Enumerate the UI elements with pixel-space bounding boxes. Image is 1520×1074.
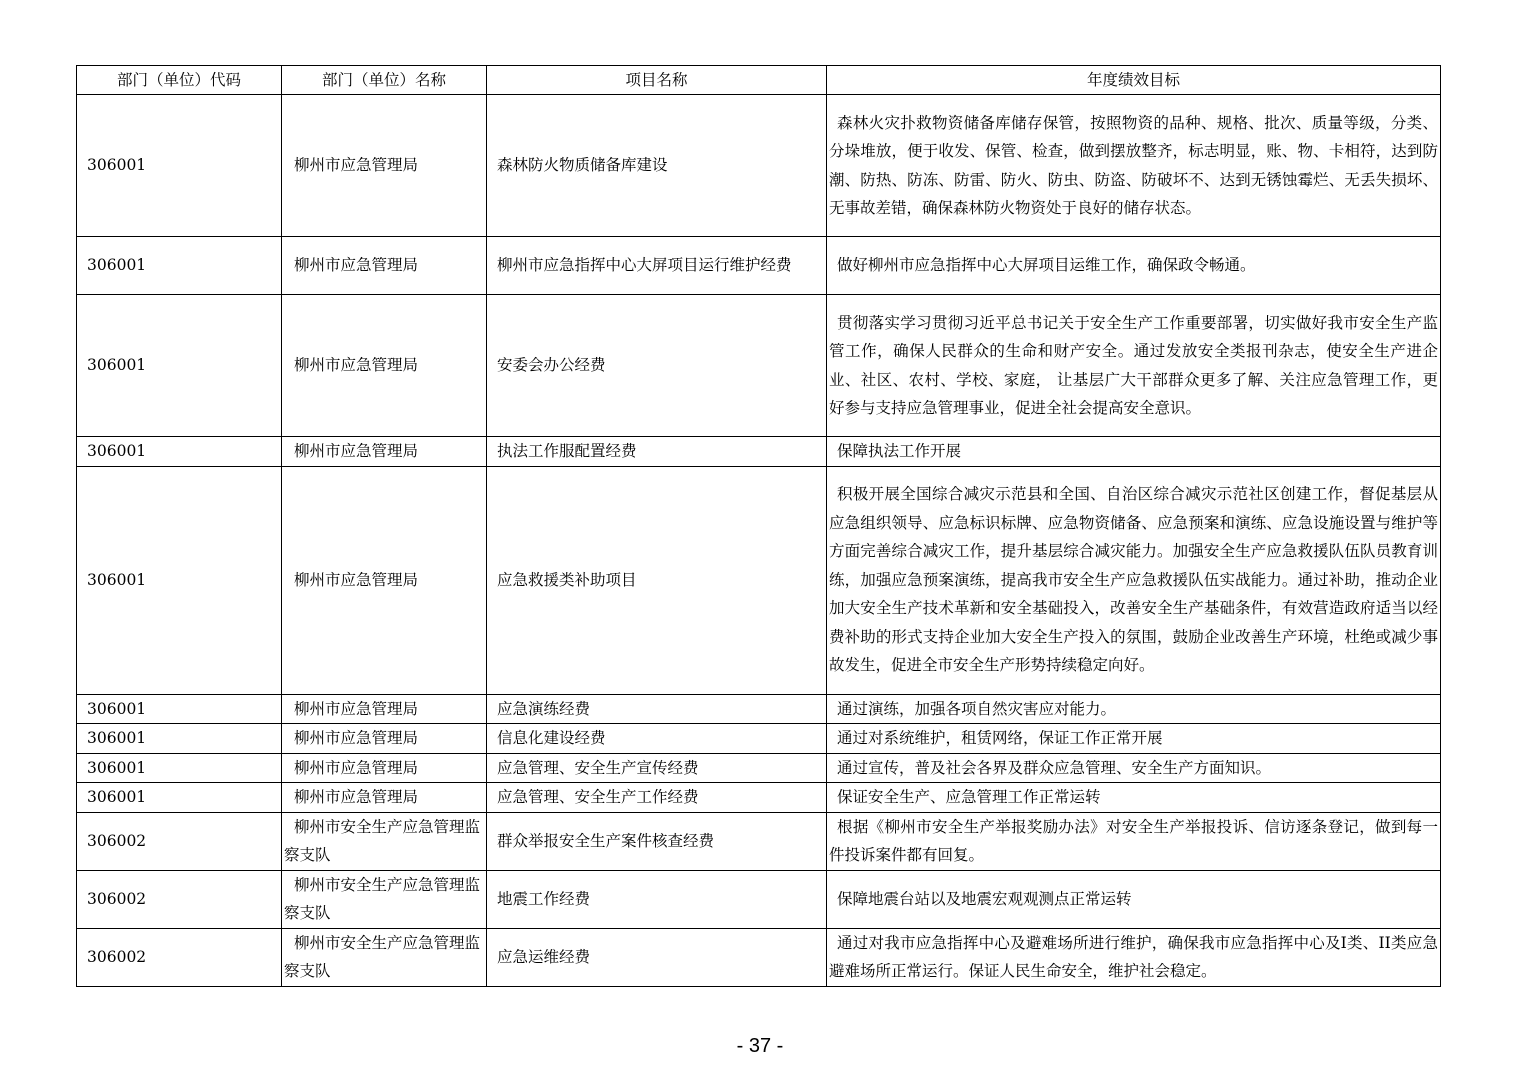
cell-dept-code: 306002 (77, 812, 282, 870)
cell-dept-code: 306001 (77, 95, 282, 237)
cell-dept-name: 柳州市安全生产应急管理监察支队 (282, 870, 487, 928)
cell-project-name: 地震工作经费 (487, 870, 827, 928)
cell-annual-goal: 通过对系统维护，租赁网络，保证工作正常开展 (827, 724, 1441, 754)
table-row (77, 295, 1441, 437)
table-row (77, 870, 1441, 928)
cell-annual-goal: 做好柳州市应急指挥中心大屏项目运维工作，确保政令畅通。 (827, 237, 1441, 295)
cell-annual-goal: 贯彻落实学习贯彻习近平总书记关于安全生产工作重要部署，切实做好我市安全生产监管工作，确保人民群众的生命和财产安全。通过发放安全类报刊杂志，使安全生产进企业、社区、农村、学校、家庭， 让基层广大干部群众更多了解、关注应急管理工作，更好参与支持应急管理事业，促进全社会提高安全意识。 (827, 295, 1441, 437)
cell-annual-goal: 保障执法工作开展 (827, 437, 1441, 467)
cell-dept-code: 306001 (77, 295, 282, 437)
cell-dept-name: 柳州市应急管理局 (282, 295, 487, 437)
header-project-name: 项目名称 (487, 66, 827, 95)
table-row (77, 783, 1441, 813)
performance-goal-table (76, 65, 1441, 987)
cell-annual-goal: 森林火灾扑救物资储备库储存保管，按照物资的品种、规格、批次、质量等级，分类、分垛堆放，便于收发、保管、检查，做到摆放整齐，标志明显，账、物、卡相符，达到防潮、防热、防冻、防雷、防火、防虫、防盗、防破坏不、达到无锈蚀霉烂、无丢失损坏、无事故差错，确保森林防火物资处于良好的储存状态。 (827, 95, 1441, 237)
cell-annual-goal: 保证安全生产、应急管理工作正常运转 (827, 783, 1441, 813)
cell-dept-code: 306001 (77, 753, 282, 783)
cell-annual-goal: 通过演练，加强各项自然灾害应对能力。 (827, 694, 1441, 724)
table-row (77, 928, 1441, 986)
cell-dept-name: 柳州市安全生产应急管理监察支队 (282, 812, 487, 870)
cell-project-name: 执法工作服配置经费 (487, 437, 827, 467)
header-dept-name: 部门（单位）名称 (282, 66, 487, 95)
cell-annual-goal: 积极开展全国综合减灾示范县和全国、自治区综合减灾示范社区创建工作，督促基层从应急组织领导、应急标识标牌、应急物资储备、应急预案和演练、应急设施设置与维护等方面完善综合减灾工作，提升基层综合减灾能力。加强安全生产应急救援队伍队员教育训练，加强应急预案演练，提高我市安全生产应急救援队伍实战能力。通过补助，推动企业加大安全生产技术革新和安全基础投入，改善安全生产基础条件，有效营造政府适当以经费补助的形式支持企业加大安全生产投入的氛围，鼓励企业改善生产环境，杜绝或减少事故发生，促进全市安全生产形势持续稳定向好。 (827, 466, 1441, 694)
cell-dept-code: 306001 (77, 466, 282, 694)
cell-dept-name: 柳州市应急管理局 (282, 237, 487, 295)
cell-dept-code: 306001 (77, 237, 282, 295)
cell-dept-name: 柳州市应急管理局 (282, 466, 487, 694)
cell-dept-code: 306001 (77, 694, 282, 724)
cell-dept-name: 柳州市应急管理局 (282, 783, 487, 813)
cell-project-name: 应急演练经费 (487, 694, 827, 724)
cell-project-name: 柳州市应急指挥中心大屏项目运行维护经费 (487, 237, 827, 295)
cell-dept-code: 306002 (77, 870, 282, 928)
table-row (77, 95, 1441, 237)
table-row (77, 694, 1441, 724)
cell-project-name: 应急救援类补助项目 (487, 466, 827, 694)
cell-project-name: 应急管理、安全生产工作经费 (487, 783, 827, 813)
page-number: - 37 - (736, 1035, 784, 1057)
table-header-row (77, 66, 1441, 95)
cell-dept-code: 306001 (77, 783, 282, 813)
cell-annual-goal: 保障地震台站以及地震宏观观测点正常运转 (827, 870, 1441, 928)
cell-dept-name: 柳州市应急管理局 (282, 95, 487, 237)
table-row (77, 437, 1441, 467)
cell-project-name: 森林防火物质储备库建设 (487, 95, 827, 237)
cell-project-name: 应急运维经费 (487, 928, 827, 986)
cell-project-name: 信息化建设经费 (487, 724, 827, 754)
table-row (77, 812, 1441, 870)
header-dept-code: 部门（单位）代码 (77, 66, 282, 95)
cell-annual-goal: 根据《柳州市安全生产举报奖励办法》对安全生产举报投诉、信访逐条登记，做到每一件投诉案件都有回复。 (827, 812, 1441, 870)
cell-project-name: 安委会办公经费 (487, 295, 827, 437)
cell-dept-code: 306001 (77, 724, 282, 754)
cell-annual-goal: 通过宣传，普及社会各界及群众应急管理、安全生产方面知识。 (827, 753, 1441, 783)
table-row (77, 466, 1441, 694)
performance-goal-table-container (76, 65, 1440, 987)
table-row (77, 724, 1441, 754)
cell-dept-name: 柳州市应急管理局 (282, 694, 487, 724)
cell-dept-name: 柳州市安全生产应急管理监察支队 (282, 928, 487, 986)
cell-dept-code: 306001 (77, 437, 282, 467)
header-annual-goal: 年度绩效目标 (827, 66, 1441, 95)
cell-project-name: 应急管理、安全生产宣传经费 (487, 753, 827, 783)
cell-dept-code: 306002 (77, 928, 282, 986)
cell-dept-name: 柳州市应急管理局 (282, 753, 487, 783)
cell-dept-name: 柳州市应急管理局 (282, 724, 487, 754)
cell-project-name: 群众举报安全生产案件核查经费 (487, 812, 827, 870)
cell-dept-name: 柳州市应急管理局 (282, 437, 487, 467)
table-row (77, 237, 1441, 295)
cell-annual-goal: 通过对我市应急指挥中心及避难场所进行维护，确保我市应急指挥中心及I类、II类应急避难场所正常运行。保证人民生命安全，维护社会稳定。 (827, 928, 1441, 986)
table-row (77, 753, 1441, 783)
